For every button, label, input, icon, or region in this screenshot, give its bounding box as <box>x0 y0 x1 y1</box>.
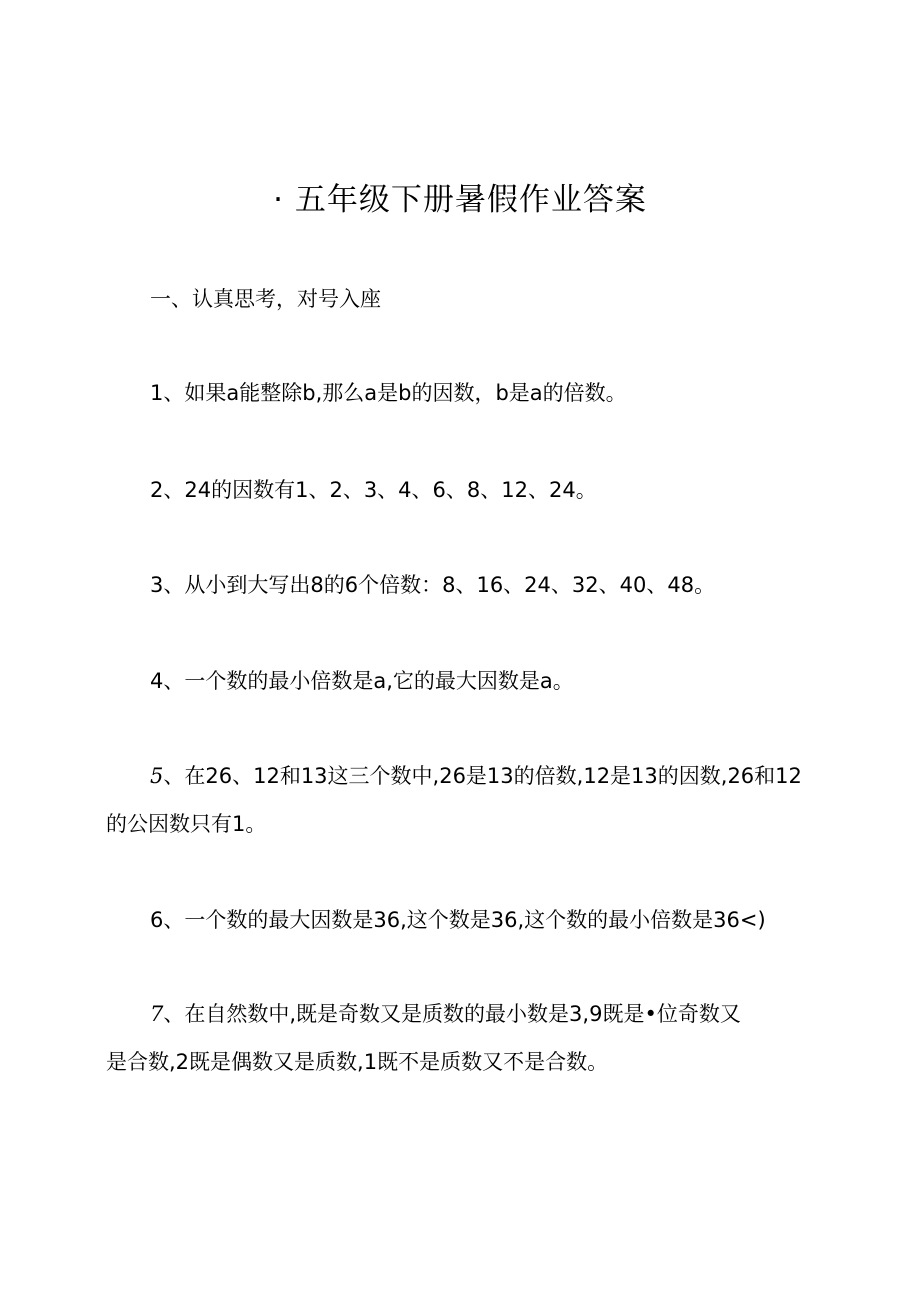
answer-item-4 <box>150 665 574 697</box>
item-number: 5 <box>150 764 164 788</box>
answer-item-2 <box>150 474 597 506</box>
item-number: 2 <box>150 478 164 502</box>
answer-item-6 <box>150 904 766 936</box>
answer-item-7 <box>150 998 741 1030</box>
answer-item-1 <box>150 377 627 409</box>
item-number: 1 <box>150 381 164 405</box>
item-text: 、如果a能整除b,那么a是b的因数，b是a的倍数。 <box>163 381 627 405</box>
answer-item-3 <box>150 569 715 601</box>
item-text: 、在自然数中,既是奇数又是质数的最小数是3,9既是•位奇数又 <box>163 1002 741 1026</box>
section-heading: 一、认真思考，对号入座 <box>150 287 381 311</box>
item-text: 、一个数的最小倍数是a,它的最大因数是a。 <box>163 669 574 693</box>
item-text: 、一个数的最大因数是36,这个数是36,这个数的最小倍数是36<) <box>163 908 766 932</box>
item-number: 4 <box>150 669 164 693</box>
item-text: 、在26、12和13这三个数中,26是13的倍数,12是13的因数,26和12 <box>163 764 802 788</box>
answer-item-7-continuation: 是合数,2既是偶数又是质数,1既不是质数又不是合数。 <box>106 1050 609 1074</box>
item-text: 、从小到大写出8的6个倍数：8、16、24、32、40、48。 <box>163 573 716 597</box>
item-number: 6 <box>150 908 164 932</box>
document-title: · 五年级下册暑假作业答案 <box>273 182 647 218</box>
item-number: 7 <box>150 1002 164 1026</box>
item-number: 3 <box>150 573 164 597</box>
answer-item-5 <box>150 760 802 792</box>
answer-item-5-continuation: 的公因数只有1。 <box>106 812 267 836</box>
item-text: 、24的因数有1、2、3、4、6、8、12、24。 <box>163 478 597 502</box>
